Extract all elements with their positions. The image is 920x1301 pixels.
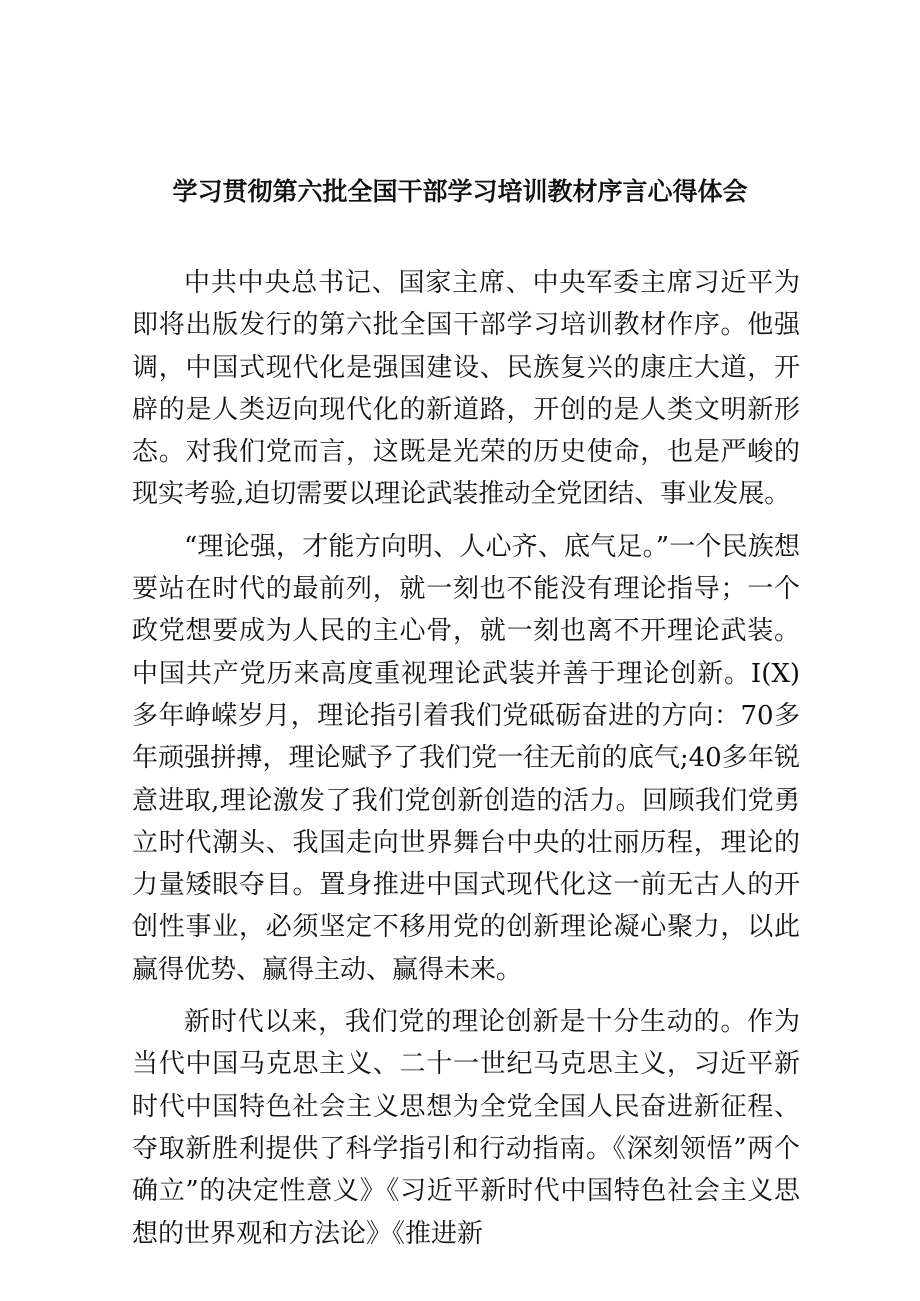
paragraph-intro: 中共中央总书记、国家主席、中央军委主席习近平为即将出版发行的第六批全国干部学习培训教材作序。他强调，中国式现代化是强国建设、民族复兴的康庄大道，开辟的是人类迈向现代化的新道路，开创的是人类文明新形态。对我们党而言，这既是光荣的历史使命，也是严峻的现实考验,迫切需要以理论武装推动全党团结、事业发展。 — [132, 268, 800, 510]
paragraph-new-era: 新时代以来，我们党的理论创新是十分生动的。作为当代中国马克思主义、二十一世纪马克思主义，习近平新时代中国特色社会主义思想为全党全国人民奋进新征程、夺取新胜利提供了科学指引和行动指南。《深刻领悟”两个确立”的决定性意义》《习近平新时代中国特色社会主义思想的世界观和方法论》《推进新 — [132, 1007, 800, 1249]
document-body — [132, 262, 800, 1255]
document-title: 学习贯彻第六批全国干部学习培训教材序言心得体会 — [172, 177, 748, 206]
paragraph-theory: “理论强，才能方向明、人心齐、底气足。”一个民族想要站在时代的最前列，就一刻也不能没有理论指导；一个政党想要成为人民的主心骨，就一刻也离不开理论武装。中国共产党历来高度重视理论武装并善于理论创新。I(X)多年峥嵘岁月，理论指引着我们党砥砺奋进的方向：70多年顽强拼搏，理论赋予了我们党一往无前的底气;40多年锐意进取,理论激发了我们党创新创造的活力。回顾我们党勇立时代潮头、我国走向世界舞台中央的壮丽历程，理论的力量矮眼夺目。置身推进中国式现代化这一前无古人的开创性事业，必须坚定不移用党的创新理论凝心聚力，以此赢得优势、赢得主动、赢得未来。 — [132, 531, 800, 985]
